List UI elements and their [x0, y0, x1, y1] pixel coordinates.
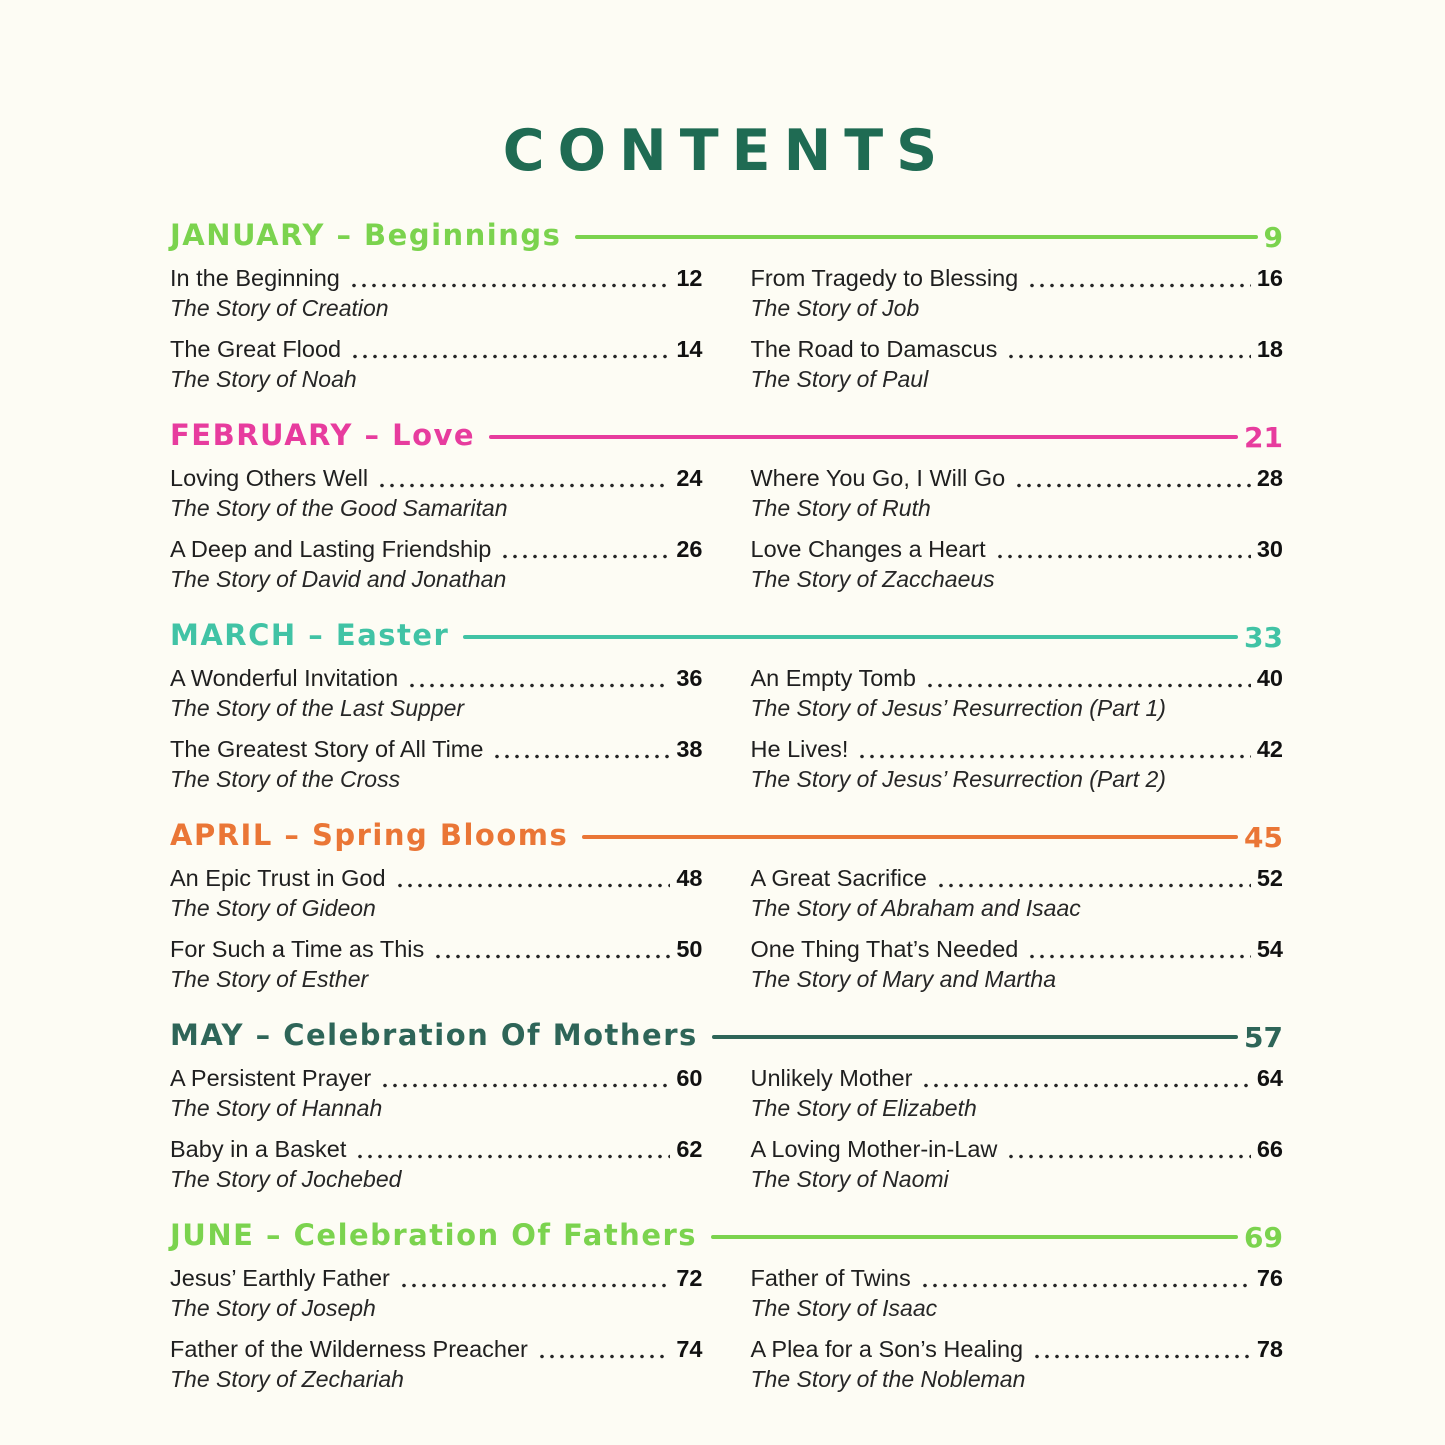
- section-label: MAY – Celebration Of Mothers: [170, 1018, 698, 1052]
- section-june: [170, 1218, 1283, 1393]
- toc-entry-subtitle: The Story of Abraham and Isaac: [750, 895, 1081, 921]
- dot-leader: [925, 683, 1251, 688]
- section-rule: [489, 435, 1238, 439]
- toc-entry-page: 50: [676, 936, 703, 962]
- toc-entry-subtitle: The Story of Noah: [170, 366, 357, 392]
- toc-entry-page: 26: [676, 536, 703, 562]
- toc-entry-page: 30: [1256, 536, 1283, 562]
- toc-entry-title: An Epic Trust in God: [170, 865, 386, 891]
- toc-entry-page: 24: [676, 465, 703, 491]
- section-rule: [463, 635, 1238, 639]
- section-april: [170, 818, 1283, 993]
- toc-entry-title: Unlikely Mother: [750, 1065, 913, 1091]
- toc-entry-title: From Tragedy to Blessing: [750, 265, 1019, 291]
- toc-entry-subtitle: The Story of Joseph: [170, 1295, 376, 1321]
- dot-leader: [492, 754, 670, 759]
- toc-entry-subtitle: The Story of Jesus’ Resurrection (Part 1): [750, 695, 1166, 721]
- section-label: JUNE – Celebration Of Fathers: [170, 1218, 698, 1252]
- toc-entry-subtitle: The Story of the Last Supper: [170, 695, 465, 721]
- section-rule: [582, 835, 1238, 839]
- toc-entry-page: 64: [1256, 1065, 1283, 1091]
- toc-entry-page: 52: [1256, 865, 1283, 891]
- toc-entry-subtitle: The Story of Isaac: [750, 1295, 938, 1321]
- toc-entry-subtitle: The Story of the Cross: [170, 766, 401, 792]
- section-page-number: 33: [1244, 620, 1283, 654]
- toc-entry: [170, 1336, 703, 1393]
- section-march: [170, 618, 1283, 793]
- dot-leader: [1027, 283, 1251, 288]
- dot-leader: [500, 554, 670, 559]
- toc-entry: [170, 336, 703, 393]
- toc-entry: [170, 265, 703, 322]
- toc-entry-title: An Empty Tomb: [750, 665, 916, 691]
- toc-entry-page: 18: [1256, 336, 1283, 362]
- toc-entry-page: 36: [676, 665, 703, 691]
- dot-leader: [1014, 483, 1251, 488]
- toc-entry-title: Jesus’ Earthly Father: [170, 1265, 390, 1291]
- section-header: [170, 418, 1283, 452]
- section-page-number: 21: [1244, 420, 1283, 454]
- toc-entry: [170, 1265, 703, 1322]
- dot-leader: [857, 754, 1250, 759]
- toc-entry-page: 40: [1256, 665, 1283, 691]
- toc-entry-title: A Wonderful Invitation: [170, 665, 399, 691]
- section-label: APRIL – Spring Blooms: [170, 818, 569, 852]
- toc-entry-page: 72: [676, 1265, 703, 1291]
- toc-entry-title: Love Changes a Heart: [750, 536, 986, 562]
- section-entries: [170, 865, 1283, 993]
- dot-leader: [920, 1283, 1251, 1288]
- toc-entry-title: One Thing That’s Needed: [750, 936, 1019, 962]
- toc-entry-page: 12: [676, 265, 703, 291]
- section-page-number: 45: [1244, 820, 1283, 854]
- toc-entry: [751, 1065, 1284, 1122]
- toc-entry: [170, 936, 703, 993]
- section-header: [170, 1018, 1283, 1052]
- toc-entry-title: A Great Sacrifice: [750, 865, 927, 891]
- section-rule: [712, 1035, 1238, 1039]
- toc-entry-page: 62: [676, 1136, 703, 1162]
- toc-entry-subtitle: The Story of David and Jonathan: [170, 566, 507, 592]
- toc-entry-title: A Loving Mother-in-Law: [750, 1136, 998, 1162]
- toc-entry-subtitle: The Story of Creation: [170, 295, 389, 321]
- toc-entry: [751, 1265, 1284, 1322]
- section-rule: [711, 1235, 1238, 1239]
- section-header: [170, 618, 1283, 652]
- toc-entry-subtitle: The Story of Zacchaeus: [750, 566, 995, 592]
- section-entries: [170, 665, 1283, 793]
- section-entries: [170, 265, 1283, 393]
- section-header: [170, 1218, 1283, 1252]
- toc-entry-page: 16: [1256, 265, 1283, 291]
- toc-entry-page: 74: [676, 1336, 703, 1362]
- toc-entry-page: 54: [1256, 936, 1283, 962]
- toc-entry: [751, 536, 1284, 593]
- section-february: [170, 418, 1283, 593]
- toc-entry-title: Loving Others Well: [170, 465, 369, 491]
- dot-leader: [407, 683, 670, 688]
- toc-entry-title: The Great Flood: [170, 336, 342, 362]
- toc-entry-page: 60: [676, 1065, 703, 1091]
- toc-entry: [170, 665, 703, 722]
- section-label: MARCH – Easter: [170, 618, 450, 652]
- toc-entry-subtitle: The Story of Zechariah: [170, 1366, 404, 1392]
- dot-leader: [1032, 1354, 1251, 1359]
- dot-leader: [936, 883, 1251, 888]
- toc-entry-title: Father of Twins: [750, 1265, 911, 1291]
- toc-entry-title: In the Beginning: [170, 265, 340, 291]
- toc-entry-page: 66: [1256, 1136, 1283, 1162]
- toc-entry-title: Where You Go, I Will Go: [750, 465, 1006, 491]
- toc-entry-title: The Greatest Story of All Time: [170, 736, 484, 762]
- toc-entry-subtitle: The Story of Elizabeth: [750, 1095, 977, 1121]
- section-header: [170, 218, 1283, 252]
- toc-entry-page: 76: [1256, 1265, 1283, 1291]
- toc-entry: [751, 736, 1284, 793]
- section-rule: [575, 235, 1257, 239]
- toc-entry-subtitle: The Story of Ruth: [750, 495, 931, 521]
- dot-leader: [377, 483, 670, 488]
- section-page-number: 69: [1244, 1220, 1283, 1254]
- dot-leader: [1006, 354, 1250, 359]
- toc-entry-title: A Deep and Lasting Friendship: [170, 536, 492, 562]
- toc-entry-title: Father of the Wilderness Preacher: [170, 1336, 528, 1362]
- toc-entry-subtitle: The Story of Paul: [750, 366, 929, 392]
- section-label: FEBRUARY – Love: [170, 418, 476, 452]
- toc-entry: [751, 336, 1284, 393]
- dot-leader: [399, 1283, 671, 1288]
- section-label: JANUARY – Beginnings: [170, 218, 562, 252]
- dot-leader: [395, 883, 671, 888]
- dot-leader: [537, 1354, 670, 1359]
- dot-leader: [349, 283, 671, 288]
- toc-entry: [751, 1136, 1284, 1193]
- toc-entry: [751, 1336, 1284, 1393]
- toc-entry-title: Baby in a Basket: [170, 1136, 347, 1162]
- section-header: [170, 818, 1283, 852]
- toc-entry: [170, 736, 703, 793]
- toc-entry-title: For Such a Time as This: [170, 936, 425, 962]
- section-page-number: 9: [1263, 220, 1283, 254]
- section-entries: [170, 1065, 1283, 1193]
- toc-entry: [170, 865, 703, 922]
- toc-entry-subtitle: The Story of the Good Samaritan: [170, 495, 508, 521]
- toc-entry-subtitle: The Story of the Nobleman: [750, 1366, 1026, 1392]
- toc-entry-subtitle: The Story of Job: [750, 295, 920, 321]
- toc-entry-subtitle: The Story of Gideon: [170, 895, 376, 921]
- dot-leader: [995, 554, 1251, 559]
- section-may: [170, 1018, 1283, 1193]
- toc-entry-page: 28: [1256, 465, 1283, 491]
- dot-leader: [433, 954, 670, 959]
- toc-entry-page: 38: [676, 736, 703, 762]
- toc-entry-subtitle: The Story of Hannah: [170, 1095, 383, 1121]
- toc-entry-subtitle: The Story of Jesus’ Resurrection (Part 2): [750, 766, 1166, 792]
- section-page-number: 57: [1244, 1020, 1283, 1054]
- dot-leader: [380, 1083, 670, 1088]
- toc-entry: [751, 665, 1284, 722]
- page-title: CONTENTS: [502, 118, 951, 184]
- toc-entry: [170, 1136, 703, 1193]
- toc-entry: [170, 465, 703, 522]
- section-entries: [170, 465, 1283, 593]
- toc-entry: [170, 1065, 703, 1122]
- toc-entry-page: 14: [676, 336, 703, 362]
- toc-entry-page: 48: [676, 865, 703, 891]
- toc-entry-subtitle: The Story of Esther: [170, 966, 369, 992]
- toc-entry-title: A Persistent Prayer: [170, 1065, 372, 1091]
- toc-entry-title: He Lives!: [750, 736, 849, 762]
- dot-leader: [921, 1083, 1250, 1088]
- toc-entry: [751, 865, 1284, 922]
- toc-entry: [170, 536, 703, 593]
- dot-leader: [1027, 954, 1251, 959]
- toc-entry-subtitle: The Story of Jochebed: [170, 1166, 402, 1192]
- dot-leader: [1006, 1154, 1250, 1159]
- toc-entry-page: 78: [1256, 1336, 1283, 1362]
- toc-entry-subtitle: The Story of Naomi: [750, 1166, 949, 1192]
- dot-leader: [355, 1154, 670, 1159]
- toc-entry: [751, 465, 1284, 522]
- toc-entry-title: A Plea for a Son’s Healing: [750, 1336, 1024, 1362]
- dot-leader: [350, 354, 670, 359]
- toc-entry: [751, 265, 1284, 322]
- toc-entry-page: 42: [1256, 736, 1283, 762]
- toc-entry-subtitle: The Story of Mary and Martha: [750, 966, 1057, 992]
- toc-entry-title: The Road to Damascus: [750, 336, 998, 362]
- section-january: [170, 218, 1283, 393]
- toc-entry: [751, 936, 1284, 993]
- section-entries: [170, 1265, 1283, 1393]
